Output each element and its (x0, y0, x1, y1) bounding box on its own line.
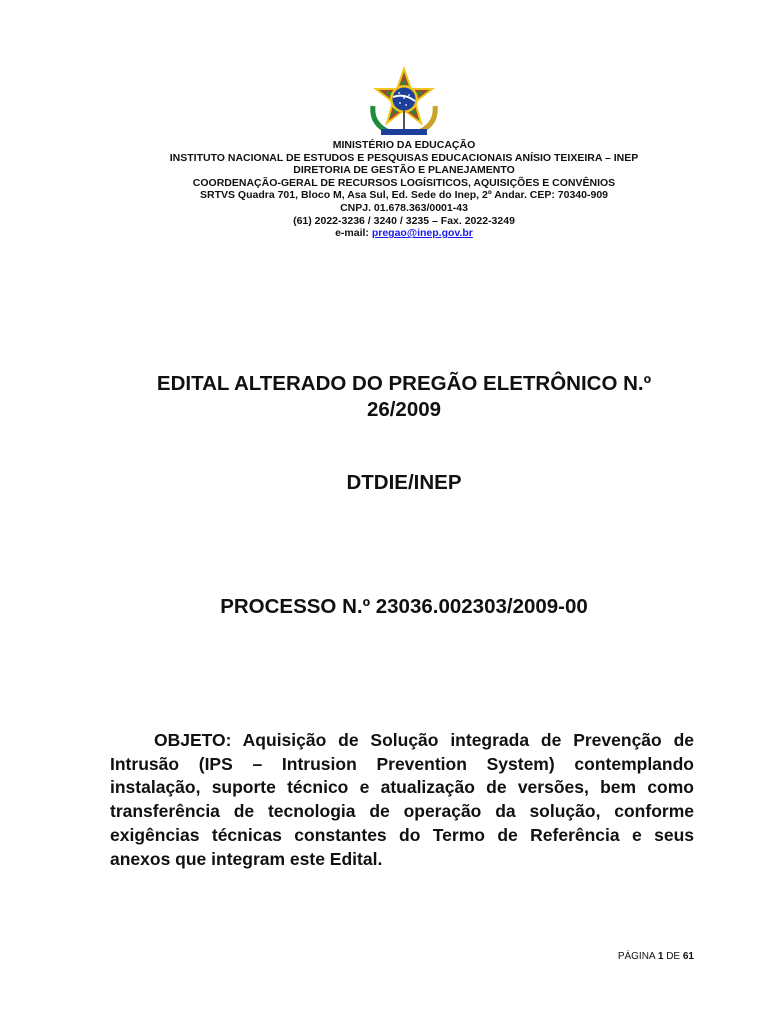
header-coordination: COORDENAÇÃO-GERAL DE RECURSOS LOGÍSITICOS, AQUISIÇÕES E CONVÊNIOS (192, 176, 616, 189)
coat-of-arms-icon (367, 66, 441, 138)
page-current: 1 (657, 951, 664, 962)
email-link[interactable]: pregao@inep.gov.br (371, 227, 473, 240)
objeto-text: Aquisição de Solução integrada de Prevenção de Intrusão (IPS – Intrusion Prevention System) contemplando instalação, suporte técnico e atualização de versões, bem como transferência de tecnologia de operação da solução, conforme exigências técnicas constantes do Termo de Referência e seus anexos que integram este Edital. (110, 730, 694, 869)
header-cnpj: CNPJ. 01.678.363/0001-43 (340, 201, 468, 214)
page-of-label: DE (666, 951, 681, 962)
edital-processo: PROCESSO N.º 23036.002303/2009-00 (220, 595, 588, 618)
edital-title-line1: EDITAL ALTERADO DO PREGÃO ELETRÔNICO N.º (156, 372, 652, 395)
objeto-label: OBJETO: (154, 730, 232, 750)
header-phone: (61) 2022-3236 / 3240 / 3235 – Fax. 2022-3249 (293, 214, 515, 227)
email-label: e-mail: (335, 227, 369, 240)
page-label: PÁGINA (617, 951, 656, 962)
page-number (618, 951, 694, 962)
header-email-line (0, 227, 770, 240)
header-directorate: DIRETORIA DE GESTÃO E PLANEJAMENTO (293, 164, 515, 177)
header-address: SRTVS Quadra 701, Bloco M, Asa Sul, Ed. Sede do Inep, 2º Andar. CEP: 70340-909 (199, 189, 609, 202)
edital-title-line2: 26/2009 (366, 398, 442, 421)
objeto-paragraph (110, 729, 694, 871)
header-ministry: MINISTÉRIO DA EDUCAÇÃO (332, 139, 476, 151)
edital-unit: DTDIE/INEP (346, 471, 462, 494)
page-total: 61 (682, 951, 694, 962)
institution-header (0, 139, 770, 240)
header-institute: INSTITUTO NACIONAL DE ESTUDOS E PESQUISAS EDUCACIONAIS ANÍSIO TEIXEIRA – INEP (169, 151, 639, 164)
